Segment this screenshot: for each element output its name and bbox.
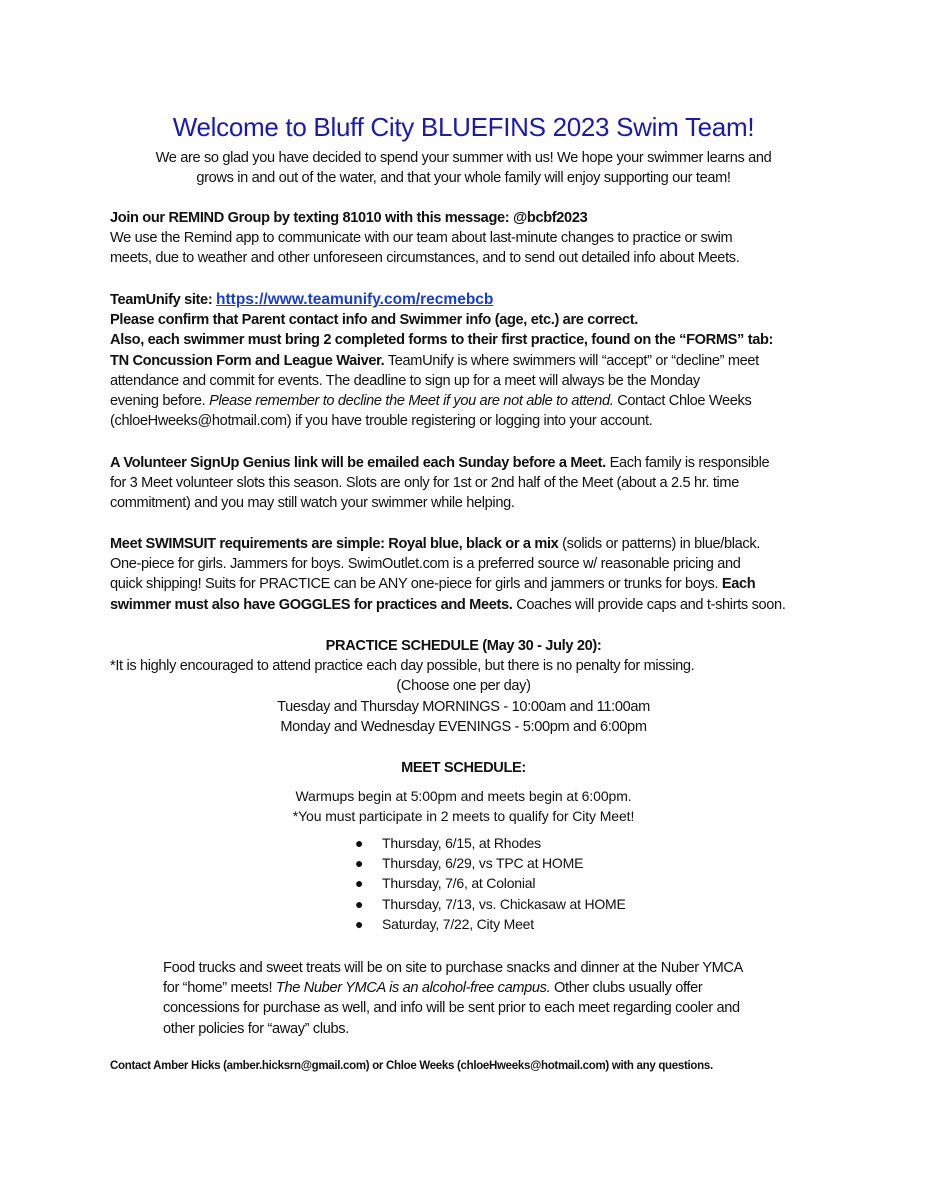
- practice-session: Monday and Wednesday EVENINGS - 5:00pm and 6:00pm: [280, 718, 647, 735]
- bullet-icon: ●: [355, 915, 364, 932]
- volunteer-bold: A Volunteer SignUp Genius link will be emailed each Sunday before a Meet.: [110, 455, 606, 471]
- intro-line: We are so glad you have decided to spend your summer with us! We hope your swimmer learns and: [155, 150, 772, 166]
- meet-item: [355, 833, 626, 853]
- footer-contact: Contact Amber Hicks (amber.hicksrn@gmail.com) or Chloe Weeks (chloeHweeks@hotmail.com) with any questions.: [110, 1060, 713, 1072]
- meet-item: [355, 894, 626, 914]
- teamunify-section: [110, 290, 773, 431]
- remind-heading: Join our REMIND Group by texting 81010 with this message: @bcbf2023: [110, 210, 588, 226]
- food-text: for “home” meets!: [163, 980, 276, 997]
- food-line: other policies for “away” clubs.: [163, 1020, 349, 1037]
- goggles-bold: Each: [721, 576, 756, 593]
- swimsuit-text: (solids or patterns) in blue/black.: [558, 536, 760, 552]
- bullet-icon: ●: [355, 835, 364, 851]
- volunteer-line: for 3 Meet volunteer slots this season. Slots are only for 1st or 2nd half of the Meet (about a 2.5 hr. time: [110, 475, 740, 492]
- food-line: Food trucks and sweet treats will be on site to purchase snacks and dinner at the Nuber YMCA: [163, 960, 743, 976]
- deadline-text: evening before.: [110, 393, 210, 410]
- qualify-note: *You must participate in 2 meets to qualify for City Meet!: [292, 808, 635, 825]
- confirm-note: Please confirm that Parent contact info and Swimmer info (age, etc.) are correct.: [110, 312, 638, 329]
- swimsuit-text: quick shipping! Suits for PRACTICE can be ANY one-piece for girls and jammers or trunks for boys.: [110, 576, 722, 593]
- remind-line: We use the Remind app to communicate with our team about last-minute changes to practice or swim: [110, 230, 733, 247]
- contact-email-line: (chloeHweeks@hotmail.com) if you have trouble registering or logging into your account.: [110, 413, 653, 430]
- practice-session: Tuesday and Thursday MORNINGS - 10:00am and 11:00am: [277, 698, 650, 715]
- meet-heading: MEET SCHEDULE:: [401, 760, 526, 776]
- bullet-icon: ●: [355, 895, 364, 912]
- meet-text: Thursday, 6/15, at Rhodes: [382, 835, 541, 851]
- meet-list: [355, 833, 626, 934]
- swimsuit-line: One-piece for girls. Jammers for boys. SwimOutlet.com is a preferred source w/ reasonable pricing and: [110, 556, 741, 573]
- contact-text: Contact Chloe Weeks: [613, 393, 752, 410]
- meet-item: [355, 853, 626, 873]
- page-title: Welcome to Bluff City BLUEFINS 2023 Swim Team!: [172, 112, 755, 142]
- forms-line: Also, each swimmer must bring 2 completed forms to their first practice, found on the “FORMS” tab:: [110, 332, 774, 349]
- meet-item: [355, 914, 626, 934]
- meet-text: Thursday, 7/6, at Colonial: [382, 875, 536, 892]
- remind-section: [110, 208, 739, 269]
- caps-text: Coaches will provide caps and t-shirts soon.: [512, 596, 786, 613]
- remind-line: meets, due to weather and other unforeseen circumstances, and to send out detailed info about Meets.: [110, 250, 740, 267]
- bullet-icon: ●: [355, 855, 364, 872]
- swimsuit-section: [110, 534, 786, 615]
- alcohol-free-note: The Nuber YMCA is an alcohol-free campus.: [275, 980, 551, 997]
- intro-paragraph: [0, 148, 927, 188]
- meet-item: [355, 873, 626, 893]
- practice-section: [0, 636, 927, 737]
- swimsuit-bold: Meet SWIMSUIT requirements are simple: Royal blue, black or a mix: [110, 536, 559, 552]
- volunteer-section: [110, 453, 769, 514]
- teamunify-label: TeamUnify site:: [110, 292, 217, 308]
- teamunify-link[interactable]: https://www.teamunify.com/recmebcb: [216, 291, 494, 308]
- bullet-icon: ●: [355, 875, 364, 892]
- intro-line: grows in and out of the water, and that your whole family will enjoy supporting our team!: [196, 170, 731, 187]
- meet-text: Thursday, 7/13, vs. Chickasaw at HOME: [382, 895, 626, 912]
- warmups-note: Warmups begin at 5:00pm and meets begin at 6:00pm.: [295, 788, 632, 805]
- meet-text: Saturday, 7/22, City Meet: [382, 915, 534, 932]
- volunteer-text: Each family is responsible: [605, 455, 770, 471]
- practice-heading: PRACTICE SCHEDULE (May 30 - July 20):: [325, 638, 602, 654]
- decline-reminder: Please remember to decline the Meet if you are not able to attend.: [209, 393, 614, 410]
- meet-text: Thursday, 6/29, vs TPC at HOME: [382, 855, 584, 872]
- forms-names: TN Concussion Form and League Waiver.: [110, 352, 385, 369]
- goggles-bold: swimmer must also have GOGGLES for practices and Meets.: [110, 596, 513, 613]
- practice-note: *It is highly encouraged to attend practice each day possible, but there is no penalty for missing.: [110, 658, 695, 675]
- food-text: Other clubs usually offer: [550, 980, 703, 997]
- volunteer-line: commitment) and you may still watch your swimmer while helping.: [110, 495, 515, 512]
- deadline-line: attendance and commit for events. The deadline to sign up for a meet will always be the Monday: [110, 372, 700, 389]
- practice-choose: (Choose one per day): [396, 678, 531, 695]
- meet-schedule-section: [0, 758, 927, 827]
- food-line: concessions for purchase as well, and info will be sent prior to each meet regarding cooler and: [163, 1000, 740, 1017]
- forms-rest: TeamUnify is where swimmers will “accept” or “decline” meet: [384, 352, 759, 369]
- food-section: [163, 958, 743, 1039]
